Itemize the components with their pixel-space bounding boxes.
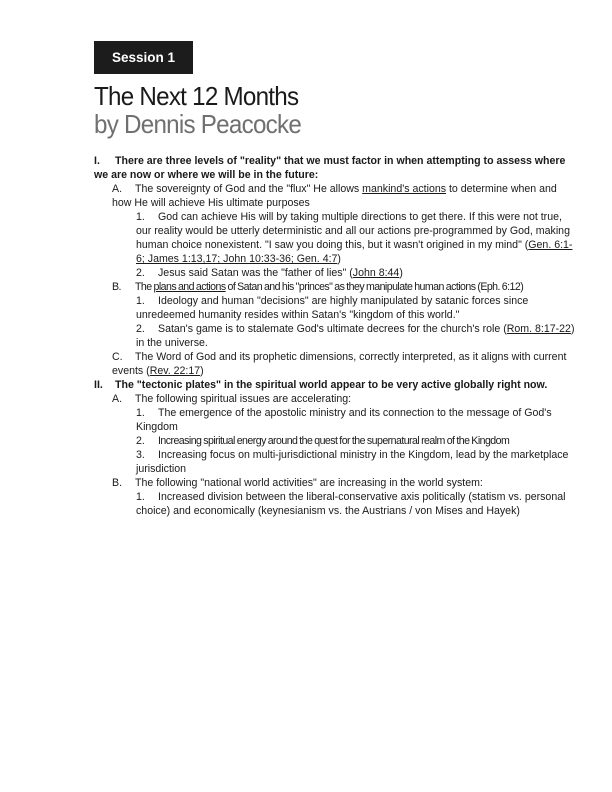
author-byline: by Dennis Peacocke xyxy=(94,109,302,139)
outline-item: B. The following "national world activities" are increasing in the world system: xyxy=(112,477,483,489)
outline-subitem: 3. Increasing focus on multi-jurisdictional ministry in the Kingdom, lead by the marketplace jurisdiction xyxy=(136,449,569,475)
underlined-phrase: plans and actions xyxy=(153,281,226,293)
outline-item: A. The sovereignty of God and the "flux" He allows mankind's actions to determine when and how He will achieve His ultimate purposes xyxy=(112,183,557,209)
section-heading: II. The "tectonic plates" in the spiritual world appear to be very active globally right now. xyxy=(94,379,548,391)
scripture-reference: John 8:44 xyxy=(352,267,400,279)
page-title: The Next 12 Months xyxy=(94,81,299,111)
outline xyxy=(94,154,576,518)
outline-item: C. The Word of God and its prophetic dimensions, correctly interpreted, as it aligns with current events (Rev. 22:17) xyxy=(112,351,567,377)
outline-subitem: 1. The emergence of the apostolic ministry and its connection to the message of God's Kingdom xyxy=(136,407,552,433)
outline-subitem: 2. Jesus said Satan was the "father of lies" (John 8:44) xyxy=(136,267,403,279)
outline-subitem: 1. Increased division between the liberal-conservative axis politically (statism vs. personal choice) and economically (keynesianism vs. the Austrians / von Mises and Hayek) xyxy=(136,491,566,517)
outline-subitem: 1. Ideology and human "decisions" are highly manipulated by satanic forces since unredeemed humanity resides within Satan's "kingdom of this world." xyxy=(136,295,529,321)
scripture-reference: Rom. 8:17-22 xyxy=(506,323,571,335)
session-label: Session 1 xyxy=(111,50,176,65)
scripture-reference: Gen. 6:1-6; James 1:13,17; John 10:33-36; Gen. 4:7 xyxy=(136,239,573,265)
section-heading: I. There are three levels of "reality" that we must factor in when attempting to assess where we are now or where we will be in the future: xyxy=(94,155,566,181)
scripture-reference: Rev. 22:17 xyxy=(149,365,201,377)
outline-subitem: 2. Satan's game is to stalemate God's ultimate decrees for the church's role (Rom. 8:17-22) in the universe. xyxy=(136,323,575,349)
outline-item: B. The plans and actions of Satan and his "princes" as they manipulate human actions (Eph. 6:12) xyxy=(112,281,524,293)
outline-subitem: 2. Increasing spiritual energy around the quest for the supernatural realm of the Kingdom xyxy=(136,435,510,447)
session-badge xyxy=(94,41,193,74)
underlined-phrase: mankind's actions xyxy=(362,183,447,195)
outline-item: A. The following spiritual issues are accelerating: xyxy=(112,393,352,405)
outline-subitem: 1. God can achieve His will by taking multiple directions to get there. If this were not true, our reality would be utterly deterministic and all our actions pre-programmed by God, making human choice nonexistent. "I saw you doing this, but it wasn't origined in my mind" (Gen. 6:1-6; James 1:13,17; John 10:33-36; Gen. 4:7) xyxy=(136,211,573,265)
